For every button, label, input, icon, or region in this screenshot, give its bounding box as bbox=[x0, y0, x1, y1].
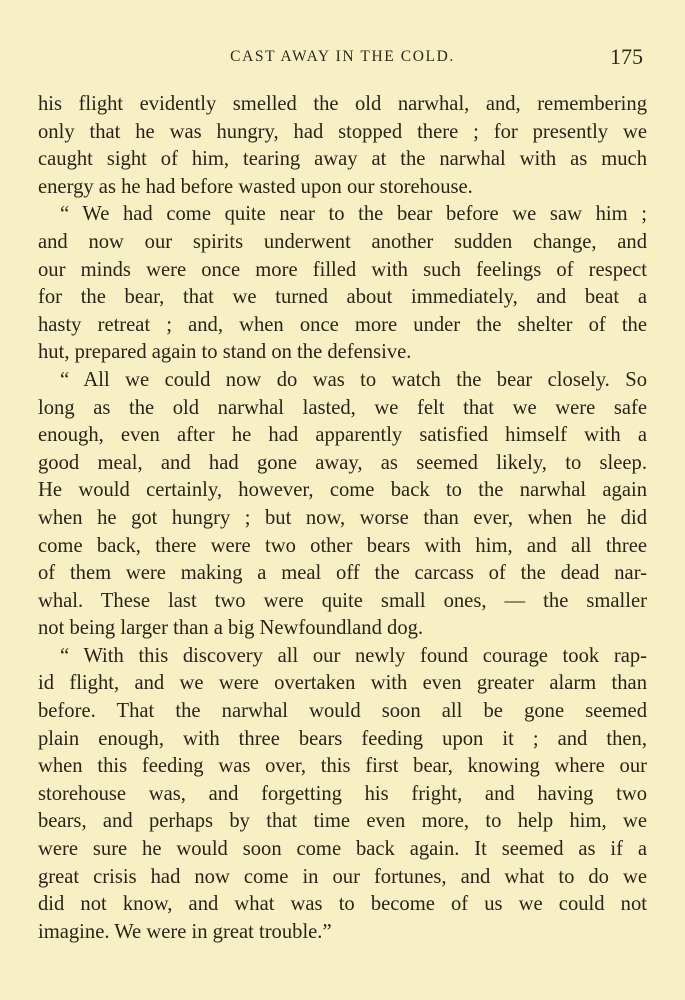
text-line: his flight evidently smelled the old narwhal, and, remembering bbox=[38, 93, 647, 115]
text-line: come back, there were two other bears with him, and all three bbox=[38, 534, 647, 557]
text-line: “ We had come quite near to the bear before we saw him ; bbox=[60, 203, 647, 226]
text-line: only that he was hungry, had stopped there ; for presently we bbox=[38, 120, 647, 143]
body-text bbox=[38, 91, 647, 946]
text-line: hut, prepared again to stand on the defensive. bbox=[38, 341, 412, 364]
text-line: bears, and perhaps by that time even more, to help him, we bbox=[38, 810, 647, 833]
text-line: and now our spirits underwent another sudden change, and bbox=[38, 230, 647, 253]
running-head bbox=[38, 46, 647, 72]
text-line: id flight, and we were overtaken with even greater alarm than bbox=[38, 672, 647, 695]
page-number: 175 bbox=[610, 44, 643, 69]
text-line: long as the old narwhal lasted, we felt that we were safe bbox=[38, 396, 647, 419]
text-line: storehouse was, and forgetting his fright, and having two bbox=[38, 782, 647, 805]
text-line: imagine. We were in great trouble.” bbox=[38, 920, 332, 943]
text-line: did not know, and what was to become of us we could not bbox=[38, 893, 647, 916]
text-line: enough, even after he had apparently satisfied himself with a bbox=[38, 424, 647, 447]
text-line: before. That the narwhal would soon all be gone seemed bbox=[38, 700, 647, 723]
text-line: hasty retreat ; and, when once more under the shelter of the bbox=[38, 313, 647, 336]
text-line: great crisis had now come in our fortunes, and what to do we bbox=[38, 865, 647, 888]
text-line: caught sight of him, tearing away at the narwhal with as much bbox=[38, 148, 647, 171]
text-line: plain enough, with three bears feeding upon it ; and then, bbox=[38, 727, 647, 750]
text-line: were sure he would soon come back again. It seemed as if a bbox=[38, 838, 647, 861]
text-line: whal. These last two were quite small ones, — the smaller bbox=[38, 589, 647, 612]
text-line: for the bear, that we turned about immediately, and beat a bbox=[38, 286, 647, 309]
running-title: CAST AWAY IN THE COLD. bbox=[230, 48, 455, 65]
text-line: our minds were once more filled with such feelings of respect bbox=[38, 258, 647, 281]
text-line: when this feeding was over, this first bear, knowing where our bbox=[38, 755, 647, 778]
text-line: energy as he had before wasted upon our storehouse. bbox=[38, 175, 473, 198]
text-line: good meal, and had gone away, as seemed likely, to sleep. bbox=[38, 451, 647, 474]
text-line: He would certainly, however, come back to the narwhal again bbox=[38, 479, 647, 502]
text-line: not being larger than a big Newfoundland dog. bbox=[38, 617, 424, 640]
text-line: of them were making a meal off the carcass of the dead nar- bbox=[38, 562, 647, 585]
text-line: “ With this discovery all our newly found courage took rap- bbox=[60, 644, 647, 667]
text-line: when he got hungry ; but now, worse than ever, when he did bbox=[38, 506, 647, 529]
text-line: “ All we could now do was to watch the bear closely. So bbox=[60, 368, 647, 391]
